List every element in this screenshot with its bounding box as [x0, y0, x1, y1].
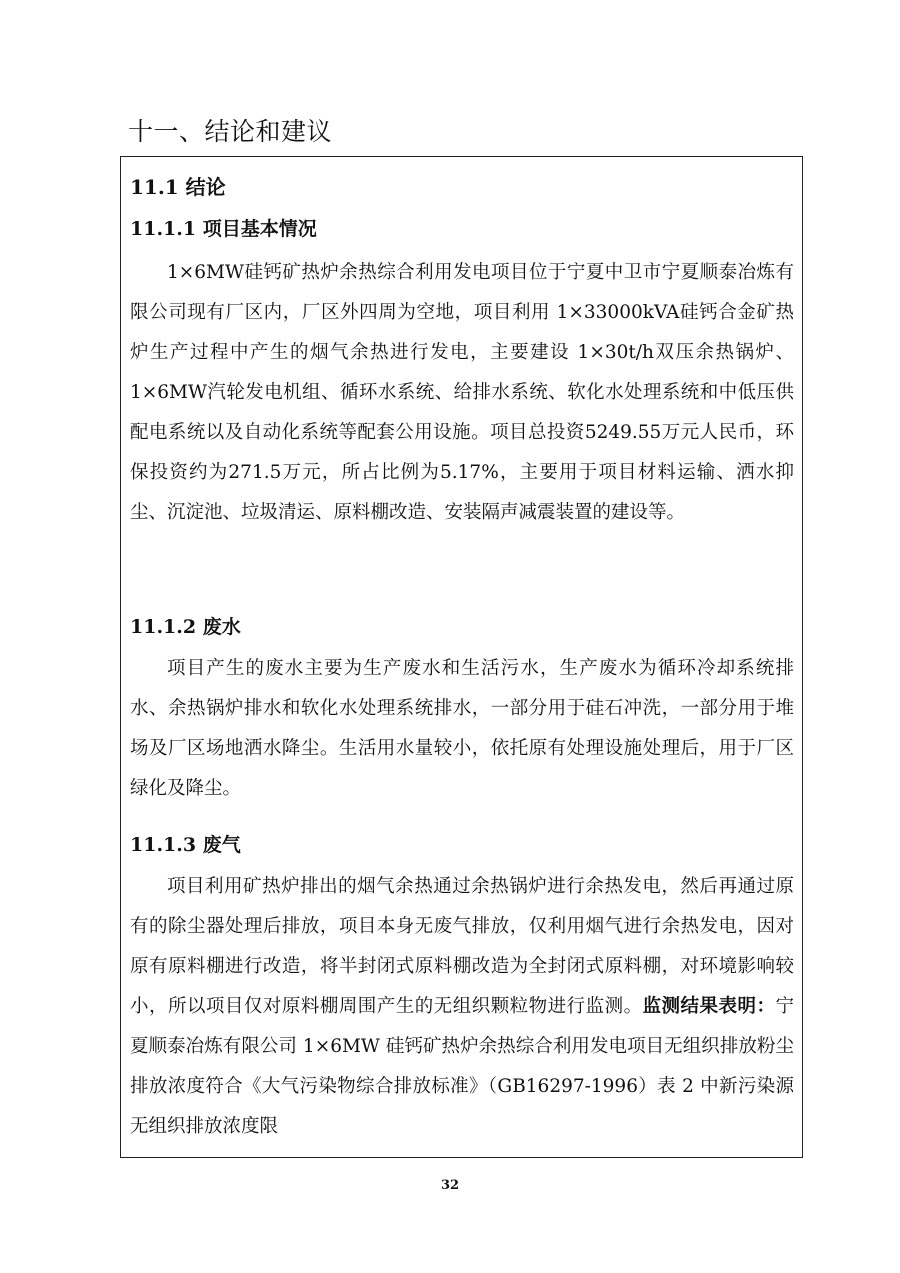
- paragraph-project-basics: 1×6MW硅钙矿热炉余热综合利用发电项目位于宁夏中卫市宁夏顺泰冶炼有限公司现有厂区内，厂区外四周为空地，项目利用 1×33000kVA硅钙合金矿热炉生产过程中产生的烟气余热进行发电，主要建设 1×30t/h双压余热锅炉、1×6MW汽轮发电机组、循环水系统、给排水系统、软化水处理系统和中低压供配电系统以及自动化系统等配套公用设施。项目总投资5249.55万元人民币，环保投资约为271.5万元，所占比例为5.17%，主要用于项目材料运输、洒水抑尘、沉淀池、垃圾清运、原料棚改造、安装隔声减震装置的建设等。: [130, 262, 794, 523]
- monitoring-result-label: 监测结果表明：: [642, 996, 776, 1017]
- subsection-heading-project-basics: 11.1.1 项目基本情况: [130, 218, 317, 240]
- paragraph-wastewater: 项目产生的废水主要为生产废水和生活污水，生产废水为循环冷却系统排水、余热锅炉排水和软化水处理系统排水，一部分用于硅石冲洗，一部分用于堆场及厂区场地洒水降尘。生活用水量较小，依托原有处理设施处理后，用于厂区绿化及降尘。: [130, 658, 794, 799]
- subsection-heading-exhaust-gas: 11.1.3 废气: [130, 834, 241, 856]
- paragraph-exhaust-gas: [130, 867, 794, 1147]
- section-heading: 11.1 结论: [130, 175, 226, 199]
- chapter-title: 十一、结论和建议: [128, 117, 333, 146]
- conclusion-box: [120, 156, 803, 1158]
- subsection-heading-wastewater: 11.1.2 废水: [130, 616, 241, 638]
- page-number: 32: [440, 1178, 460, 1193]
- exhaust-text-before: 项目利用矿热炉排出的烟气余热通过余热锅炉进行余热发电，然后再通过原有的除尘器处理后排放，项目本身无废气排放，仅利用烟气进行余热发电，因对原有原料棚进行改造，将半封闭式原料棚改造为全封闭式原料棚，对环境影响较小，所以项目仅对原料棚周围产生的无组织颗粒物进行监测。: [130, 876, 794, 1017]
- exhaust-text-after: 宁夏顺泰冶炼有限公司 1×6MW 硅钙矿热炉余热综合利用发电项目无组织排放粉尘排放浓度符合《大气污染物综合排放标准》（GB16297-1996）表 2 中新污染源无组织排放浓度限: [130, 996, 794, 1137]
